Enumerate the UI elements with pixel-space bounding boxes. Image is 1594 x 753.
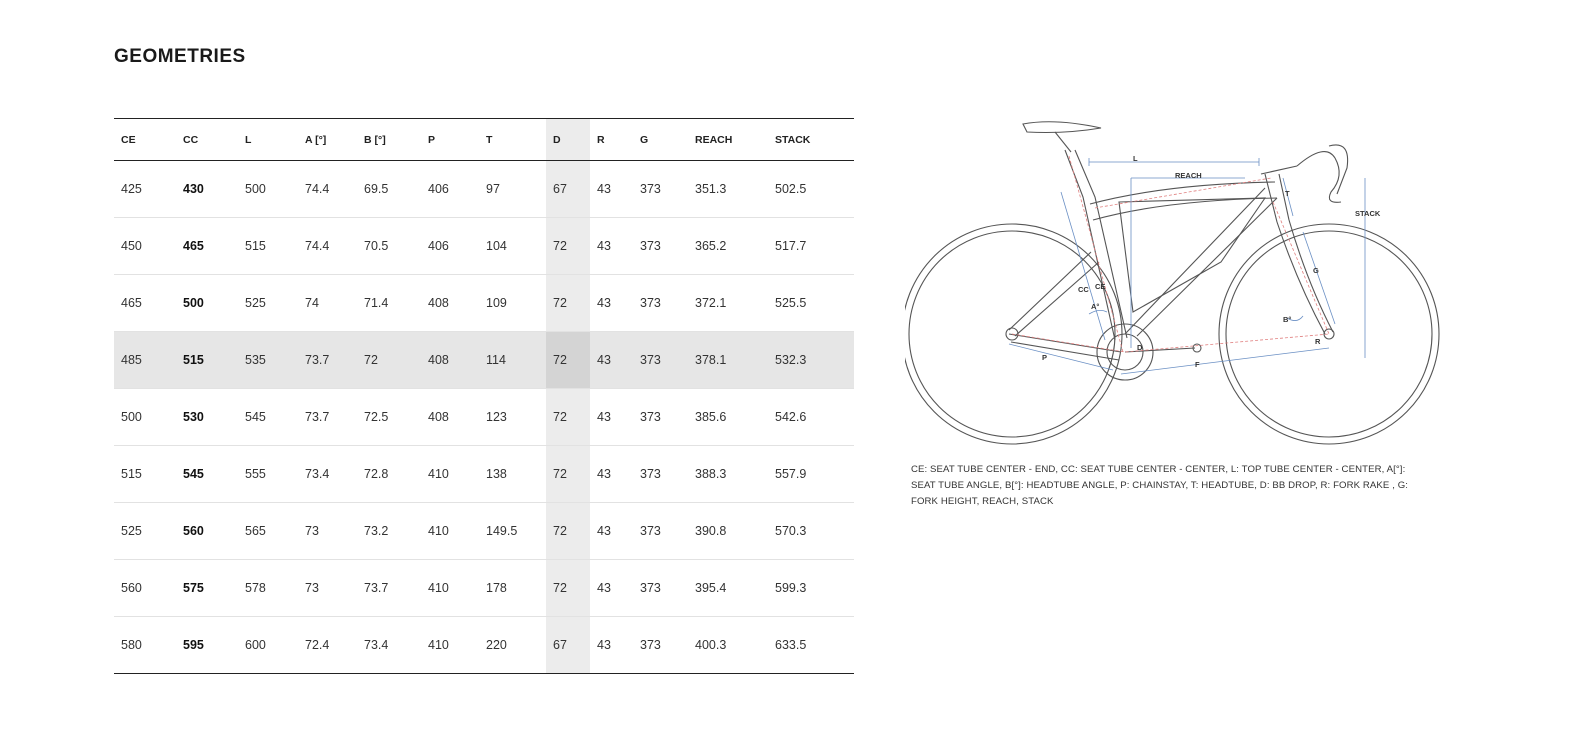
- header-d: D: [546, 119, 590, 161]
- table-row: [114, 560, 854, 617]
- label-ce: CE: [1095, 282, 1106, 291]
- cell-stack: 557.9: [768, 446, 854, 503]
- cell-p: 410: [421, 617, 479, 674]
- label-l: L: [1133, 154, 1138, 163]
- cell-stack: 542.6: [768, 389, 854, 446]
- cell-a: 73.7: [298, 332, 357, 389]
- cell-stack: 570.3: [768, 503, 854, 560]
- label-b: B°: [1283, 315, 1292, 324]
- table-row: [114, 446, 854, 503]
- cell-stack: 633.5: [768, 617, 854, 674]
- cell-g: 373: [633, 332, 688, 389]
- table-row: [114, 218, 854, 275]
- cell-p: 406: [421, 161, 479, 218]
- cell-r: 43: [590, 503, 633, 560]
- label-g: G: [1313, 266, 1319, 275]
- stem: [1261, 166, 1297, 174]
- label-reach: REACH: [1175, 171, 1202, 180]
- dashed-fork-axis: [1273, 202, 1329, 334]
- cell-reach: 351.3: [688, 161, 768, 218]
- label-stack: STACK: [1355, 209, 1381, 218]
- cell-p: 410: [421, 560, 479, 617]
- header-stack: STACK: [768, 119, 854, 161]
- cell-a: 73: [298, 503, 357, 560]
- cell-a: 74.4: [298, 161, 357, 218]
- cell-g: 373: [633, 503, 688, 560]
- saddle: [1023, 122, 1101, 133]
- cell-ce: 450: [114, 218, 176, 275]
- cell-g: 373: [633, 617, 688, 674]
- page-title: GEOMETRIES: [114, 46, 246, 67]
- line-l: [1089, 158, 1259, 166]
- cell-g: 373: [633, 446, 688, 503]
- cell-ce: 465: [114, 275, 176, 332]
- cell-t: 138: [479, 446, 546, 503]
- cell-g: 373: [633, 389, 688, 446]
- cell-l: 500: [238, 161, 298, 218]
- cell-b: 73.4: [357, 617, 421, 674]
- cell-a: 73: [298, 560, 357, 617]
- seat-stay: [1009, 252, 1099, 336]
- cell-d: 72: [546, 332, 590, 389]
- seat-post: [1055, 132, 1071, 152]
- cell-r: 43: [590, 389, 633, 446]
- cell-ce: 525: [114, 503, 176, 560]
- header-t: T: [479, 119, 546, 161]
- cell-ce: 560: [114, 560, 176, 617]
- header-reach: REACH: [688, 119, 768, 161]
- cell-cc: 430: [176, 161, 238, 218]
- cell-d: 72: [546, 275, 590, 332]
- top-tube: [1090, 182, 1277, 220]
- label-a: A°: [1091, 302, 1100, 311]
- cell-cc: 500: [176, 275, 238, 332]
- cell-cc: 560: [176, 503, 238, 560]
- cell-a: 72.4: [298, 617, 357, 674]
- cell-t: 220: [479, 617, 546, 674]
- table-row-highlighted: [114, 332, 854, 389]
- cell-p: 408: [421, 389, 479, 446]
- cell-d: 72: [546, 503, 590, 560]
- cell-reach: 390.8: [688, 503, 768, 560]
- header-l: L: [238, 119, 298, 161]
- cell-b: 70.5: [357, 218, 421, 275]
- cell-l: 555: [238, 446, 298, 503]
- cell-stack: 599.3: [768, 560, 854, 617]
- cell-g: 373: [633, 560, 688, 617]
- cell-b: 72.5: [357, 389, 421, 446]
- table-row: [114, 503, 854, 560]
- cell-ce: 485: [114, 332, 176, 389]
- cell-cc: 465: [176, 218, 238, 275]
- front-wheel: [1219, 224, 1439, 444]
- cell-t: 178: [479, 560, 546, 617]
- diagram-labels: [1042, 154, 1381, 369]
- label-p: P: [1042, 353, 1048, 362]
- cell-b: 73.7: [357, 560, 421, 617]
- label-d: D: [1137, 343, 1143, 352]
- cell-cc: 515: [176, 332, 238, 389]
- cell-l: 515: [238, 218, 298, 275]
- label-f: F: [1195, 360, 1200, 369]
- cell-cc: 575: [176, 560, 238, 617]
- cell-p: 406: [421, 218, 479, 275]
- cell-t: 109: [479, 275, 546, 332]
- cell-r: 43: [590, 218, 633, 275]
- cell-t: 104: [479, 218, 546, 275]
- cell-l: 535: [238, 332, 298, 389]
- cell-d: 72: [546, 389, 590, 446]
- header-a: A [°]: [298, 119, 357, 161]
- cell-reach: 388.3: [688, 446, 768, 503]
- cell-g: 373: [633, 161, 688, 218]
- cell-r: 43: [590, 446, 633, 503]
- cell-stack: 517.7: [768, 218, 854, 275]
- cell-t: 97: [479, 161, 546, 218]
- table-row: [114, 161, 854, 218]
- front-rim: [1226, 231, 1432, 437]
- crank-arm: [1125, 348, 1195, 352]
- cell-g: 373: [633, 275, 688, 332]
- cell-p: 410: [421, 446, 479, 503]
- cell-a: 74.4: [298, 218, 357, 275]
- cell-b: 69.5: [357, 161, 421, 218]
- cell-t: 114: [479, 332, 546, 389]
- inner-frame-panel: [1119, 198, 1265, 312]
- brake-lever: [1329, 145, 1348, 194]
- cell-reach: 378.1: [688, 332, 768, 389]
- cell-r: 43: [590, 161, 633, 218]
- cell-r: 43: [590, 617, 633, 674]
- cell-reach: 365.2: [688, 218, 768, 275]
- cell-reach: 372.1: [688, 275, 768, 332]
- cell-ce: 425: [114, 161, 176, 218]
- cell-ce: 580: [114, 617, 176, 674]
- cell-b: 72.8: [357, 446, 421, 503]
- cell-b: 73.2: [357, 503, 421, 560]
- cell-a: 74: [298, 275, 357, 332]
- table-row: [114, 617, 854, 674]
- cell-cc: 595: [176, 617, 238, 674]
- cell-reach: 395.4: [688, 560, 768, 617]
- cell-stack: 532.3: [768, 332, 854, 389]
- cell-a: 73.4: [298, 446, 357, 503]
- down-tube: [1125, 188, 1277, 336]
- cell-stack: 525.5: [768, 275, 854, 332]
- cell-reach: 400.3: [688, 617, 768, 674]
- cell-p: 408: [421, 332, 479, 389]
- handlebar: [1297, 152, 1341, 203]
- cell-d: 72: [546, 218, 590, 275]
- table-row: [114, 389, 854, 446]
- bike-frame-drawing: [905, 122, 1439, 444]
- cell-a: 73.7: [298, 389, 357, 446]
- label-t: T: [1285, 189, 1290, 198]
- header-r: R: [590, 119, 633, 161]
- cell-r: 43: [590, 560, 633, 617]
- seat-tube: [1065, 150, 1127, 340]
- label-cc: CC: [1078, 285, 1089, 294]
- header-cc: CC: [176, 119, 238, 161]
- cell-p: 410: [421, 503, 479, 560]
- cell-l: 565: [238, 503, 298, 560]
- cell-p: 408: [421, 275, 479, 332]
- label-r: R: [1315, 337, 1321, 346]
- cell-l: 578: [238, 560, 298, 617]
- table-row: [114, 275, 854, 332]
- header-g: G: [633, 119, 688, 161]
- cell-r: 43: [590, 332, 633, 389]
- cell-l: 600: [238, 617, 298, 674]
- measurement-lines: [1009, 158, 1365, 374]
- bike-geometry-diagram: [905, 112, 1465, 458]
- table-header-row: [114, 119, 854, 161]
- cell-l: 545: [238, 389, 298, 446]
- cell-stack: 502.5: [768, 161, 854, 218]
- cell-t: 149.5: [479, 503, 546, 560]
- cell-d: 67: [546, 161, 590, 218]
- cell-d: 72: [546, 446, 590, 503]
- cell-ce: 500: [114, 389, 176, 446]
- cell-ce: 515: [114, 446, 176, 503]
- cell-g: 373: [633, 218, 688, 275]
- cell-d: 72: [546, 560, 590, 617]
- geometry-table: [114, 118, 854, 674]
- header-b: B [°]: [357, 119, 421, 161]
- cell-cc: 545: [176, 446, 238, 503]
- cell-l: 525: [238, 275, 298, 332]
- header-p: P: [421, 119, 479, 161]
- header-ce: CE: [114, 119, 176, 161]
- geometry-legend: CE: SEAT TUBE CENTER - END, CC: SEAT TUBE CENTER - CENTER, L: TOP TUBE CENTER - CENTER, A[°]: SEAT TUBE ANGLE, B[°]: HEADTUBE ANGLE, P: CHAINSTAY, T: HEADTUBE, D: BB DROP, R: FORK RAKE , G: FORK HEIGHT, REACH, STACK: [911, 464, 1409, 507]
- cell-b: 71.4: [357, 275, 421, 332]
- cell-t: 123: [479, 389, 546, 446]
- cell-b: 72: [357, 332, 421, 389]
- cell-reach: 385.6: [688, 389, 768, 446]
- cell-cc: 530: [176, 389, 238, 446]
- cell-r: 43: [590, 275, 633, 332]
- cell-d: 67: [546, 617, 590, 674]
